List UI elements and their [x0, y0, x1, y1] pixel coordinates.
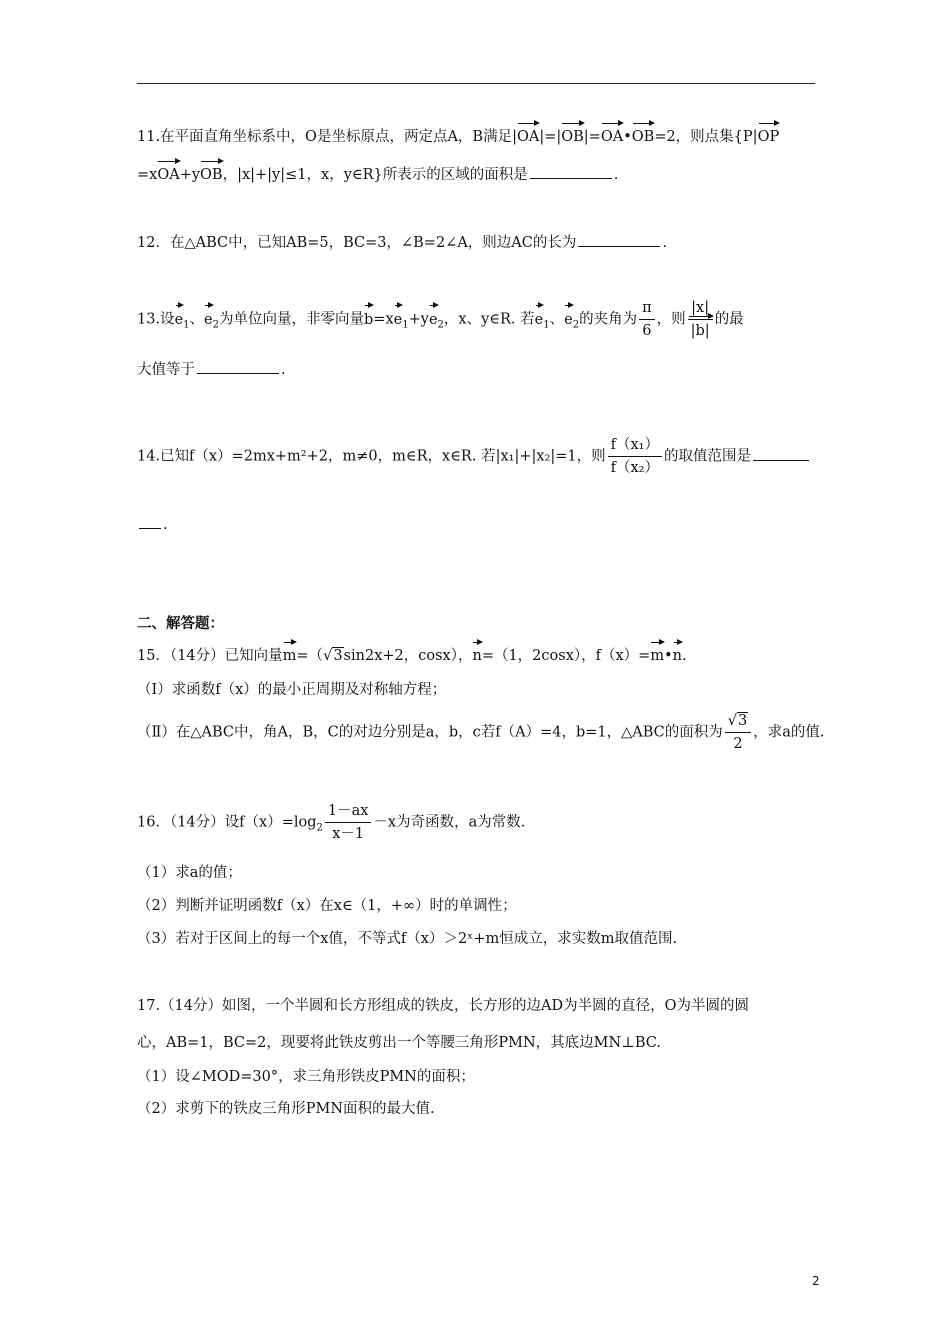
vector-oa: OA: [600, 129, 624, 145]
q11-line2: =xOA+yOB，|x|+|y|≤1，x，y∈R}所表示的区域的面积是 .: [137, 164, 618, 185]
answer-blank: [139, 514, 161, 529]
vector-n: n: [672, 648, 682, 664]
vector-e1: e: [394, 309, 403, 331]
vector-e2: e: [204, 309, 213, 331]
answer-blank: [753, 446, 809, 461]
page-number: 2: [812, 1274, 820, 1288]
q16-part1: （1）求a的值；: [137, 865, 242, 881]
vector-m: m: [650, 648, 665, 664]
q16-line1: 16．（14分）设$f(x)=\log_2$ $\frac{1-ax}{x-1}$ －x为奇函数，a为常数.: [137, 803, 526, 842]
vector-ob: OB: [561, 129, 584, 145]
vector-n: n: [472, 648, 482, 664]
vector-oa: OA: [157, 167, 180, 183]
fraction-log-arg: $\frac{1-ax}{x-1}$: [325, 802, 372, 843]
q12-line: 12．在△ABC中，已知AB=5，BC=3，∠B=2∠A，则边AC的长为 .: [137, 232, 667, 253]
vector-oa: OA: [516, 129, 540, 145]
q15-part1: （Ⅰ）求函数f（x）的最小正周期及对称轴方程；: [137, 682, 447, 698]
q16-part3: （3）若对于区间上的每一个x值，不等式f（x）＞2ˣ+m恒成立，求实数m取值范围.: [137, 931, 678, 947]
vector-e1: e: [535, 309, 544, 331]
vector-m: m: [282, 648, 297, 664]
vector-ob: OB: [200, 167, 223, 183]
q13-line2: 大值等于 .: [137, 359, 286, 380]
section-heading: 二、解答题：: [137, 615, 224, 632]
q13-line1: 13.设$e_1$、$e_2$为单位向量，非零向量$b=xe_1+ye_2$，x、y∈R. 若$e_1$、$e_2$的夹角为 $\frac{\pi}{6}$ ，则 $\frac{|x|}{|b|}$ 的最: [137, 300, 744, 339]
q14-line1: 14.已知f（x）=2mx+m²+2，m≠0，m∈R，x∈R. 若|x₁|+|x₂|=1，则 $\frac{\text{f（x₁）}}{\text{f（x₂）}}$ 的取值范围是: [137, 436, 811, 477]
q17-part1: （1）设∠MOD=30°，求三角形铁皮PMN的面积；: [137, 1069, 475, 1085]
top-rule: [137, 83, 815, 84]
vector-ob: OB: [631, 129, 655, 145]
fraction-pi-over-6: $\frac{\pi}{6}$: [639, 299, 655, 340]
q17-line1: 17.（14分）如图，一个半圆和长方形组成的铁皮，长方形的边AD为半圆的直径，O为半圆的圆: [137, 998, 749, 1014]
fraction-x-over-b: $\frac{|x|}{|b|}$: [688, 299, 713, 340]
fraction-sqrt3-over-2: $\frac{√3}{2}$: [725, 712, 751, 753]
q14-line2: .: [137, 514, 168, 535]
q11-line1: 11.在平面直角坐标系中，O是坐标原点，两定点A，B满足|OA|=|OB|=OA•OB=2，则点集{P|OP: [137, 129, 780, 145]
answer-blank: [530, 164, 612, 179]
vector-b: b: [364, 309, 373, 331]
vector-e1: e: [175, 309, 184, 331]
vector-op: OP: [757, 129, 780, 145]
q17-part2: （2）求剪下的铁皮三角形PMN面积的最大值.: [137, 1101, 435, 1117]
vector-e2: e: [564, 309, 573, 331]
q16-part2: （2）判断并证明函数f（x）在x∈（1，+∞）时的单调性；: [137, 898, 517, 914]
fraction-f-ratio: $\frac{\text{f（x₁）}}{\text{f（x₂）}}$: [608, 436, 662, 477]
q17-line2: 心，AB=1，BC=2，现要将此铁皮剪出一个等腰三角形PMN，其底边MN⊥BC.: [137, 1035, 661, 1051]
q15-part2: （Ⅱ）在△ABC中，角A，B，C的对边分别是a，b，c若f（A）=4，b=1，△ABC的面积为 $\frac{√3}{2}$ ，求a的值.: [137, 713, 825, 752]
answer-blank: [578, 232, 660, 247]
answer-blank: [197, 359, 279, 374]
sqrt-3: √3: [323, 648, 343, 664]
vector-e2: e: [429, 309, 438, 331]
q15-line1: 15．（14分）已知向量m=（√3sin2x+2，cosx），n=（1，2cosx），f（x）=m•n.: [137, 648, 687, 664]
